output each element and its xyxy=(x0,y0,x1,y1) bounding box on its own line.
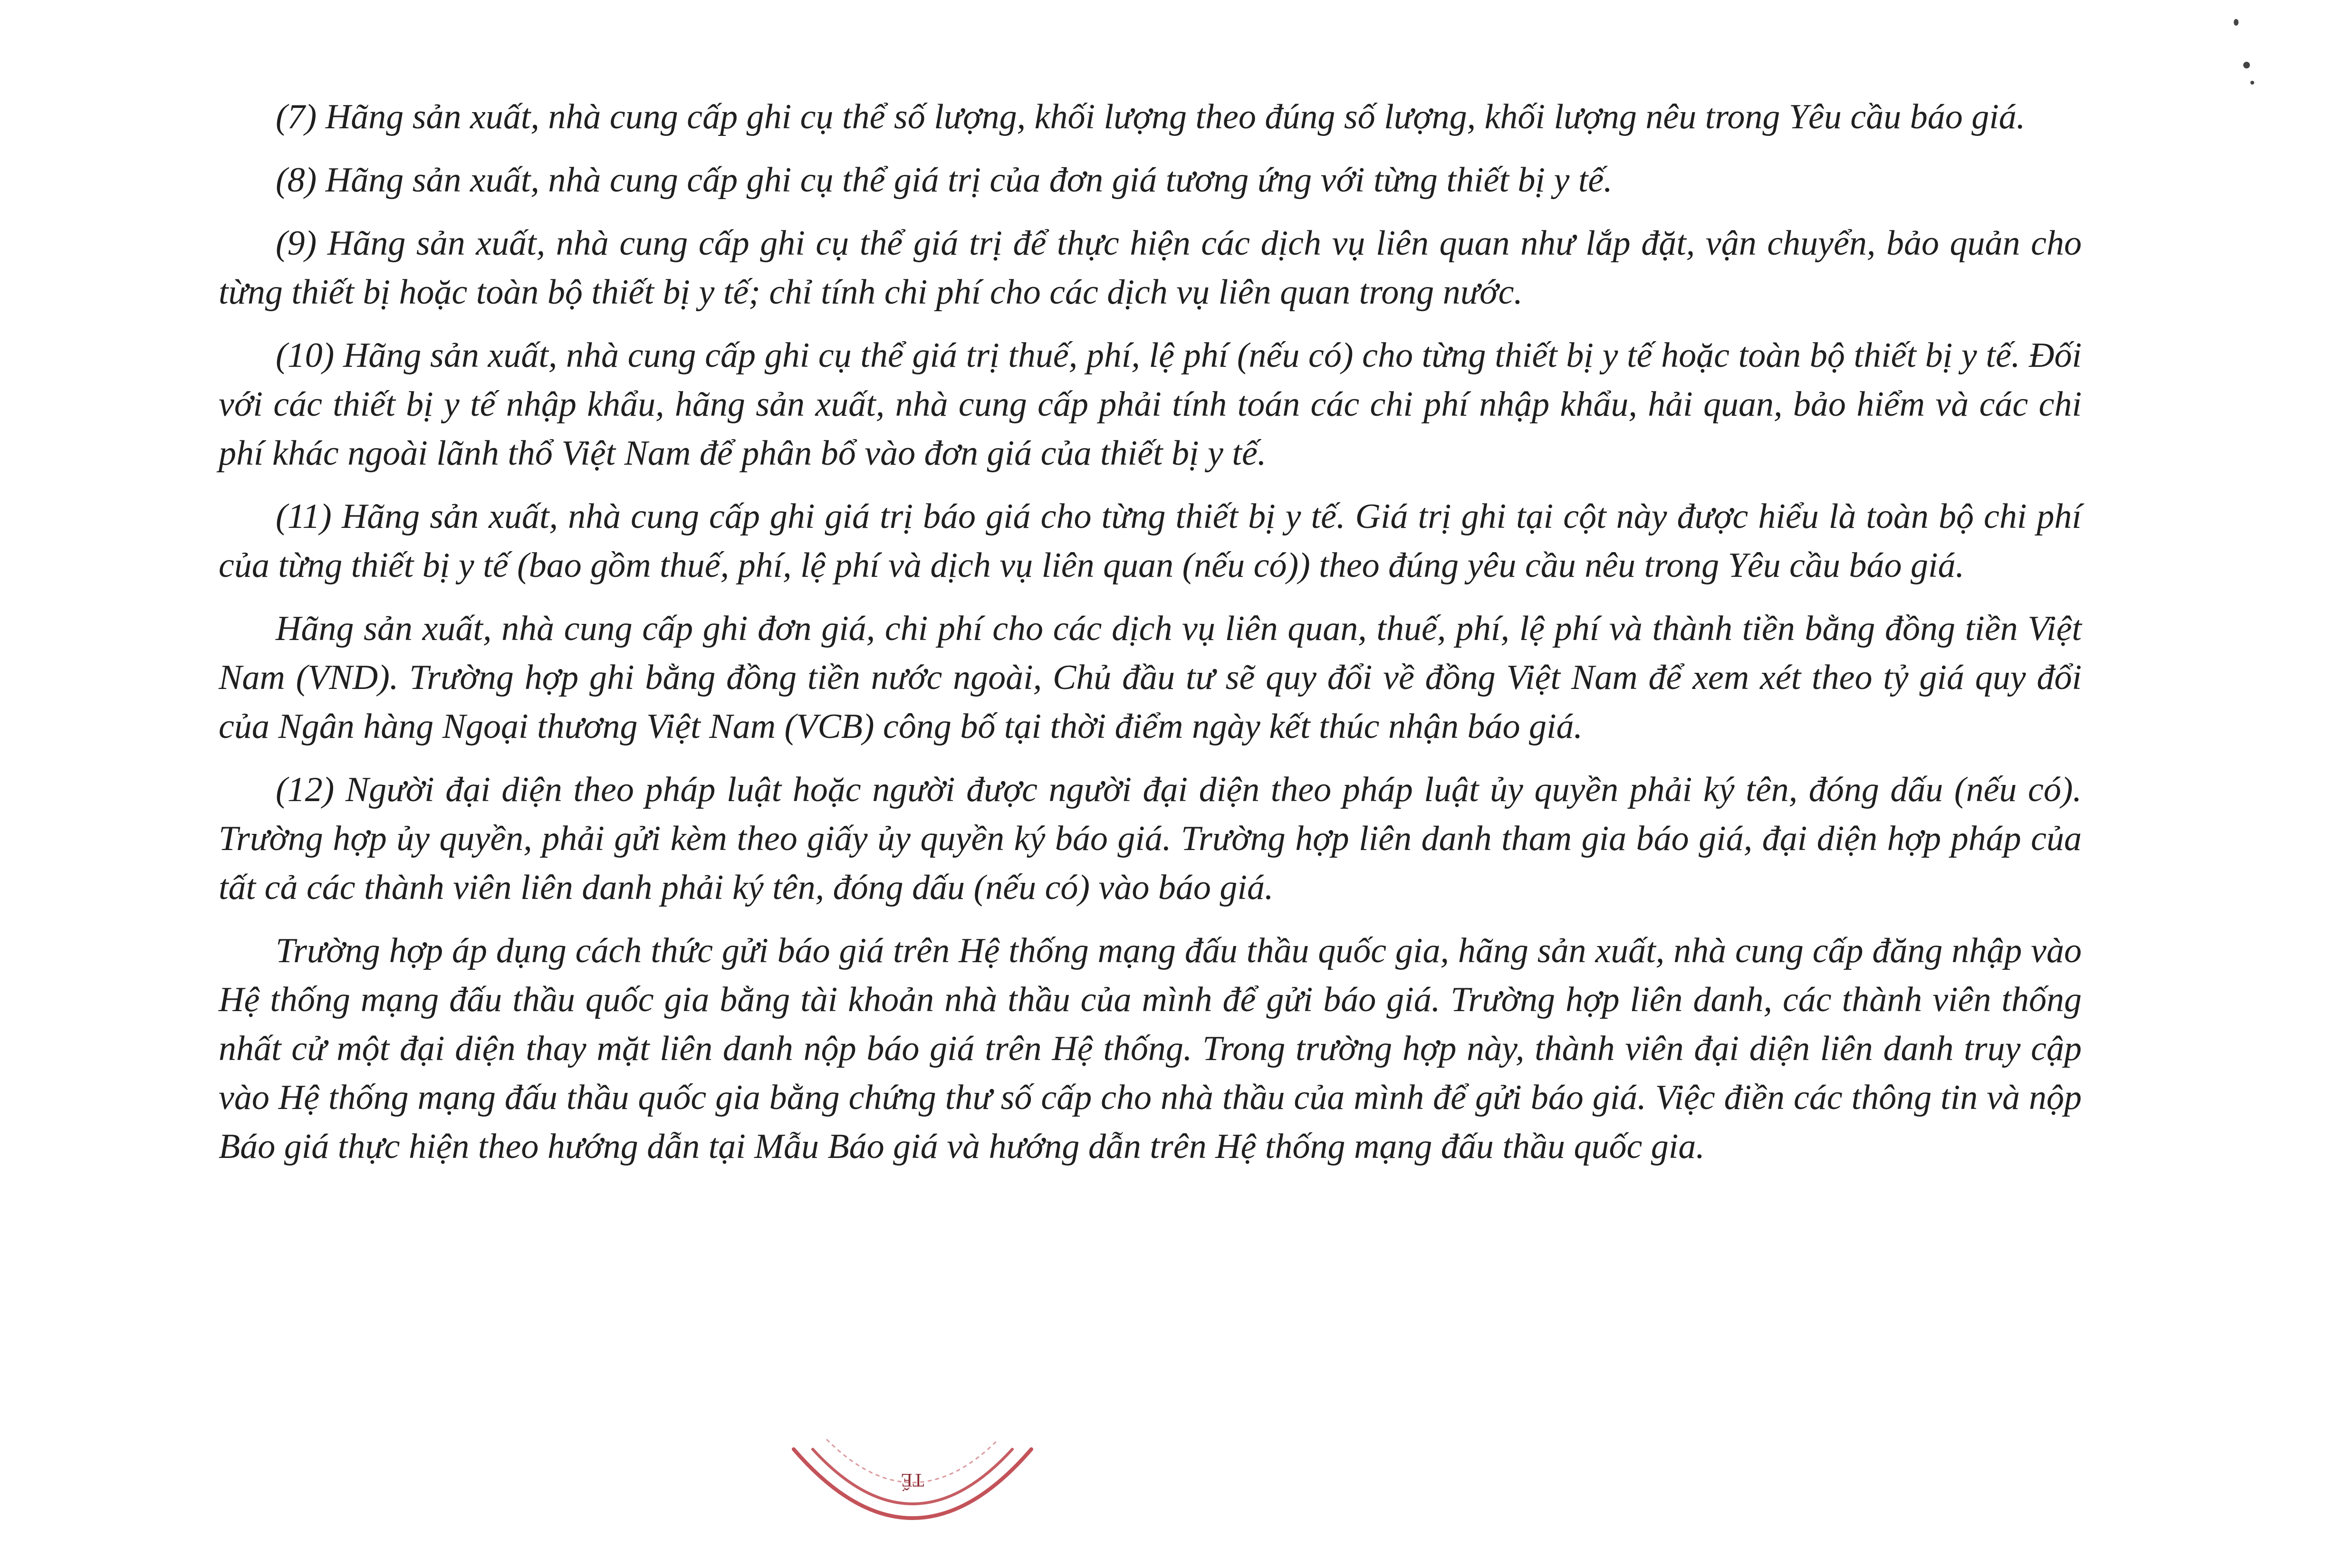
scan-speck xyxy=(2234,19,2239,26)
currency-paragraph: Hãng sản xuất, nhà cung cấp ghi đơn giá, chi phí cho các dịch vụ liên quan, thuế, phí, lệ phí và thành tiền bằng đồng tiền Việt Nam (VND). Trường hợp ghi bằng đồng tiền nước ngoài, Chủ đầu tư sẽ quy đổi về đồng Việt Nam để xem xét theo tỷ giá quy đổi của Ngân hàng Ngoại thương Việt Nam (VCB) công bố tại thời điểm ngày kết thúc nhận báo giá. xyxy=(219,609,2082,746)
stamp-text: TẾ xyxy=(901,1470,924,1491)
scan-speck xyxy=(2243,62,2250,68)
notes-text-block xyxy=(219,93,2082,1186)
online-submission-paragraph: Trường hợp áp dụng cách thức gửi báo giá trên Hệ thống mạng đấu thầu quốc gia, hãng sản xuất, nhà cung cấp đăng nhập vào Hệ thống mạng đấu thầu quốc gia bằng tài khoản nhà thầu của mình để gửi báo giá. Trường hợp liên danh, các thành viên thống nhất cử một đại diện thay mặt liên danh nộp báo giá trên Hệ thống. Trong trường hợp này, thành viên đại diện liên danh truy cập vào Hệ thống mạng đấu thầu quốc gia bằng chứng thư số cấp cho nhà thầu của mình để gửi báo giá. Việc điền các thông tin và nộp Báo giá thực hiện theo hướng dẫn tại Mẫu Báo giá và hướng dẫn trên Hệ thống mạng đấu thầu quốc gia. xyxy=(219,931,2082,1166)
note-12-paragraph: (12) Người đại diện theo pháp luật hoặc người được người đại diện theo pháp luật ủy quyền phải ký tên, đóng dấu (nếu có). Trường hợp ủy quyền, phải gửi kèm theo giấy ủy quyền ký báo giá. Trường hợp liên danh tham gia báo giá, đại diện hợp pháp của tất cả các thành viên liên danh phải ký tên, đóng dấu (nếu có) vào báo giá. xyxy=(219,770,2082,907)
note-8-paragraph: (8) Hãng sản xuất, nhà cung cấp ghi cụ thể giá trị của đơn giá tương ứng với từng thiết bị y tế. xyxy=(276,161,1613,200)
note-10-paragraph: (10) Hãng sản xuất, nhà cung cấp ghi cụ thể giá trị thuế, phí, lệ phí (nếu có) cho từng thiết bị y tế hoặc toàn bộ thiết bị y tế. Đối với các thiết bị y tế nhập khẩu, hãng sản xuất, nhà cung cấp phải tính toán các chi phí nhập khẩu, hải quan, bảo hiểm và các chi phí khác ngoài lãnh thổ Việt Nam để phân bổ vào đơn giá của thiết bị y tế. xyxy=(219,336,2082,473)
scan-speck xyxy=(2250,81,2254,85)
note-11-paragraph: (11) Hãng sản xuất, nhà cung cấp ghi giá trị báo giá cho từng thiết bị y tế. Giá trị ghi tại cột này được hiểu là toàn bộ chi phí của từng thiết bị y tế (bao gồm thuế, phí, lệ phí và dịch vụ liên quan (nếu có)) theo đúng yêu cầu nêu trong Yêu cầu báo giá. xyxy=(219,497,2082,585)
note-7-paragraph: (7) Hãng sản xuất, nhà cung cấp ghi cụ thể số lượng, khối lượng theo đúng số lượng, khối lượng nêu trong Yêu cầu báo giá. xyxy=(276,97,2026,136)
red-seal-stamp xyxy=(779,1430,1046,1554)
note-9-paragraph: (9) Hãng sản xuất, nhà cung cấp ghi cụ thể giá trị để thực hiện các dịch vụ liên quan như lắp đặt, vận chuyển, bảo quản cho từng thiết bị hoặc toàn bộ thiết bị y tế; chỉ tính chi phí cho các dịch vụ liên quan trong nước. xyxy=(219,224,2082,312)
